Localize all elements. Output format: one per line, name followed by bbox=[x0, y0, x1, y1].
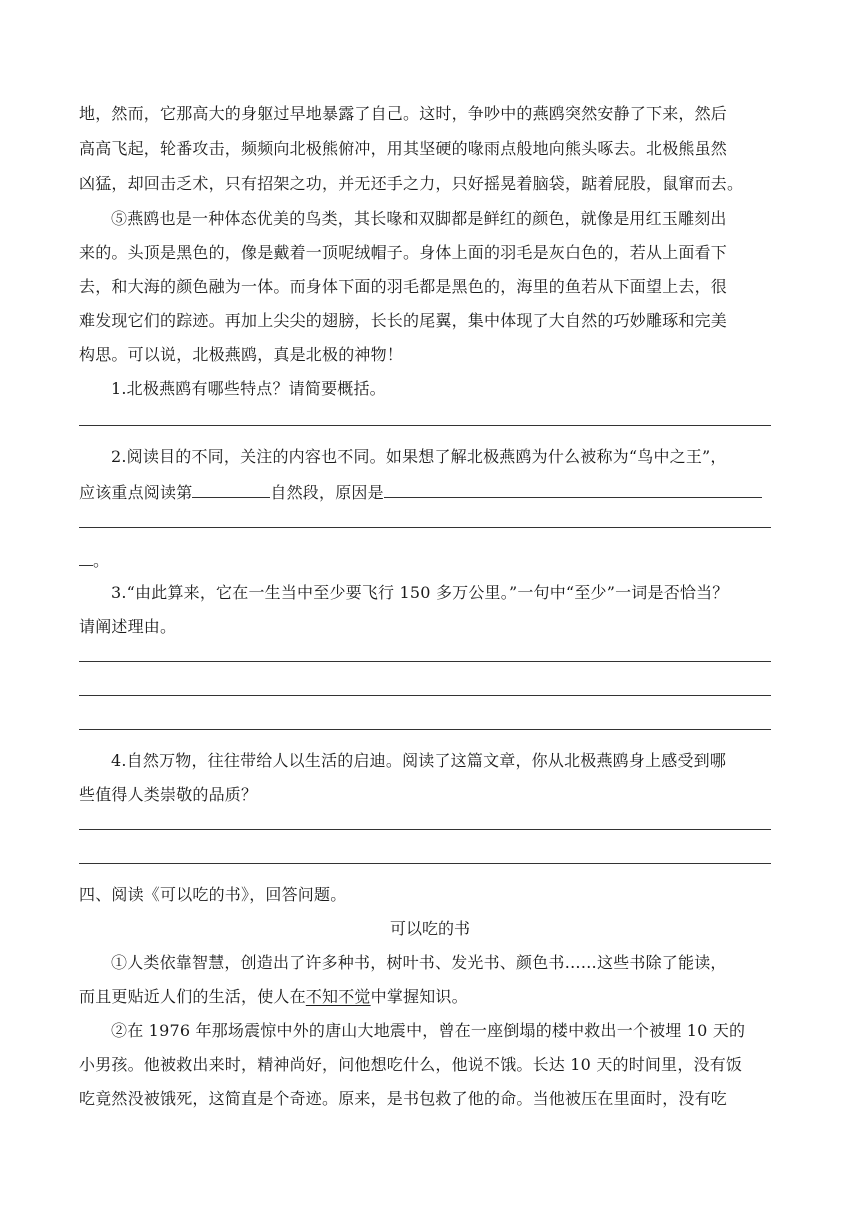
answer-line-q4-1[interactable] bbox=[79, 829, 771, 830]
answer-line-q2[interactable] bbox=[79, 527, 771, 528]
passage-para5-line-2: 来的。头顶是黑色的，像是戴着一顶呢绒帽子。身体上面的羽毛是灰白色的，若从上面看下 bbox=[79, 243, 728, 262]
passage-line-1: 地，然而，它那高大的身躯过早地暴露了自己。这时，争吵中的燕鸥突然安静了下来，然后 bbox=[79, 104, 728, 123]
passage2-para1-line-2 bbox=[79, 987, 779, 1007]
answer-line-q3-2[interactable] bbox=[79, 695, 771, 696]
passage2-para2-line-2: 小男孩。他被救出来时，精神尚好，问他想吃什么，他说不饿。长达 10 天的时间里，没有饭 bbox=[79, 1055, 743, 1074]
question-2-text-b: 自然段，原因是 bbox=[270, 483, 384, 502]
underlined-phrase: 不知不觉 bbox=[305, 987, 371, 1006]
passage-line-3: 凶猛，却回击乏术，只有招架之功，并无还手之力，只好摇晃着脑袋，踮着屁股，鼠窜而去。 bbox=[79, 174, 744, 193]
passage-para5-line-5: 构思。可以说，北极燕鸥，真是北极的神物！ bbox=[79, 345, 404, 364]
reason-blank[interactable] bbox=[384, 481, 762, 498]
passage-line-2: 高高飞起，轮番攻击，频频向北极熊俯冲，用其坚硬的喙雨点般地向熊头啄去。北极熊虽然 bbox=[79, 139, 728, 158]
reason-blank-end[interactable] bbox=[79, 549, 93, 566]
question-2-line-2 bbox=[79, 481, 779, 503]
passage-title: 可以吃的书 bbox=[389, 919, 470, 938]
question-1: 1.北极燕鸥有哪些特点？请简要概括。 bbox=[111, 379, 386, 398]
question-3-line-1: 3.“由此算来，它在一生当中至少要飞行 150 多万公里。”一句中“至少”一词是否恰当？ bbox=[111, 583, 729, 602]
question-2-end bbox=[79, 549, 779, 571]
answer-line-q1[interactable] bbox=[79, 425, 771, 426]
passage2-para1-text-b: 中掌握知识。 bbox=[370, 987, 468, 1006]
passage2-para1-line-1: ①人类依靠智慧，创造出了许多种书，树叶书、发光书、颜色书……这些书除了能读， bbox=[111, 953, 727, 972]
question-2-period: 。 bbox=[93, 551, 110, 570]
answer-line-q3-3[interactable] bbox=[79, 729, 771, 730]
passage2-para2-line-1: ②在 1976 年那场震惊中外的唐山大地震中，曾在一座倒塌的楼中救出一个被埋 10 天的 bbox=[111, 1021, 746, 1040]
answer-line-q3-1[interactable] bbox=[79, 661, 771, 662]
passage-para5-line-3: 去，和大海的颜色融为一体。而身体下面的羽毛都是黑色的，海里的鱼若从下面望上去，很 bbox=[79, 277, 728, 296]
passage-para5-line-4: 难发现它们的踪迹。再加上尖尖的翅膀，长长的尾翼，集中体现了大自然的巧妙雕琢和完美 bbox=[79, 311, 728, 330]
question-2-text-a: 应该重点阅读第 bbox=[79, 483, 193, 502]
answer-line-q4-2[interactable] bbox=[79, 863, 771, 864]
question-4-line-1: 4.自然万物，往往带给人以生活的启迪。阅读了这篇文章，你从北极燕鸥身上感受到哪 bbox=[111, 751, 727, 770]
passage-para5-line-1: ⑤燕鸥也是一种体态优美的鸟类，其长喙和双脚都是鲜红的颜色，就像是用红玉雕刻出 bbox=[111, 209, 727, 228]
question-4-line-2: 些值得人类崇敬的品质？ bbox=[79, 785, 258, 804]
paragraph-number-blank[interactable] bbox=[192, 481, 270, 498]
question-3-line-2: 请阐述理由。 bbox=[79, 617, 177, 636]
passage2-para1-text-a: 而且更贴近人们的生活，使人在 bbox=[79, 987, 306, 1006]
section-4-heading: 四、阅读《可以吃的书》，回答问题。 bbox=[79, 885, 347, 904]
question-2-line-1: 2.阅读目的不同，关注的内容也不同。如果想了解北极燕鸥为什么被称为“鸟中之王”， bbox=[111, 447, 727, 466]
passage2-para2-line-3: 吃竟然没被饿死，这简直是个奇迹。原来，是书包救了他的命。当他被压在里面时，没有吃 bbox=[79, 1089, 728, 1108]
